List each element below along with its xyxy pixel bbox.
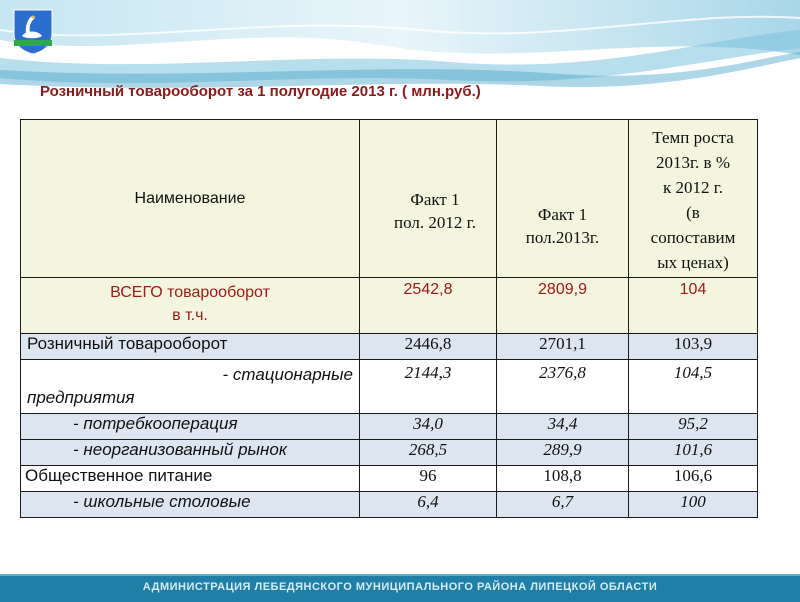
- header-name-cell: [21, 120, 360, 278]
- row-name-line1: - стационарные: [222, 365, 353, 384]
- page-title: Розничный товарооборот за 1 полугодие 2013 г. ( млн.руб.): [40, 83, 481, 100]
- coat-of-arms-logo: [12, 8, 54, 54]
- header-fact-2013-line2: пол.2013г.: [525, 228, 600, 247]
- row-growth: 104,5: [629, 360, 758, 414]
- row-name: Розничный товарооборот: [21, 334, 360, 360]
- header-growth-line: 2013г. в %: [656, 153, 730, 172]
- header-growth-line: сопоставим: [650, 228, 736, 247]
- footer-bar: [0, 574, 800, 602]
- header-fact-2013-line1: Факт 1: [537, 205, 588, 224]
- total-name-line1: ВСЕГО товарооборот: [110, 284, 270, 301]
- row-fact-2013: 6,7: [497, 492, 629, 518]
- table-header-row: [21, 120, 758, 278]
- header-growth-line: Темп роста: [652, 128, 734, 147]
- header-fact-2012-line1: Факт 1: [410, 190, 460, 209]
- turnover-table: [20, 119, 758, 518]
- row-fact-2012: 2144,3: [360, 360, 497, 414]
- header-growth-line: к 2012 г.: [662, 178, 724, 197]
- row-name: [21, 360, 360, 414]
- row-fact-2012: 6,4: [360, 492, 497, 518]
- row-growth: 106,6: [629, 466, 758, 492]
- table-row-total: [21, 278, 758, 334]
- total-name-cell: [21, 278, 360, 334]
- row-growth: 100: [629, 492, 758, 518]
- row-fact-2012: 2446,8: [360, 334, 497, 360]
- row-name: - потребкооперация: [21, 414, 360, 440]
- header-growth-cell: [629, 120, 758, 278]
- row-fact-2013: 34,4: [497, 414, 629, 440]
- table-row: [21, 360, 758, 414]
- row-fact-2013: 2376,8: [497, 360, 629, 414]
- table-row: [21, 414, 758, 440]
- table-row: [21, 492, 758, 518]
- table-row: [21, 440, 758, 466]
- row-fact-2012: 34,0: [360, 414, 497, 440]
- row-fact-2013: 289,9: [497, 440, 629, 466]
- row-fact-2012: 96: [360, 466, 497, 492]
- footer-text: АДМИНИСТРАЦИЯ ЛЕБЕДЯНСКОГО МУНИЦИПАЛЬНОГО РАЙОНА ЛИПЕЦКОЙ ОБЛАСТИ: [142, 581, 658, 593]
- header-fact-2012-cell: [360, 120, 497, 278]
- total-fact-2013: 2809,9: [497, 278, 629, 334]
- header-fact-2013-cell: [497, 120, 629, 278]
- total-name-line2: в т.ч.: [172, 307, 208, 324]
- row-fact-2013: 108,8: [497, 466, 629, 492]
- header-wave-decoration: [0, 0, 800, 95]
- row-name: - школьные столовые: [21, 492, 360, 518]
- total-fact-2012: 2542,8: [360, 278, 497, 334]
- row-fact-2012: 268,5: [360, 440, 497, 466]
- header-name-label: Наименование: [134, 189, 246, 207]
- header-fact-2012-line2: пол. 2012 г.: [394, 213, 476, 232]
- row-growth: 101,6: [629, 440, 758, 466]
- row-growth: 103,9: [629, 334, 758, 360]
- header-growth-line: ых ценах): [657, 253, 729, 272]
- table-row: [21, 466, 758, 492]
- table-row: [21, 334, 758, 360]
- row-growth: 95,2: [629, 414, 758, 440]
- total-growth: 104: [629, 278, 758, 334]
- row-name-line2: предприятия: [27, 388, 135, 407]
- row-name: - неорганизованный рынок: [21, 440, 360, 466]
- row-fact-2013: 2701,1: [497, 334, 629, 360]
- row-name: Общественное питание: [21, 466, 360, 492]
- header-growth-line: (в: [686, 203, 700, 222]
